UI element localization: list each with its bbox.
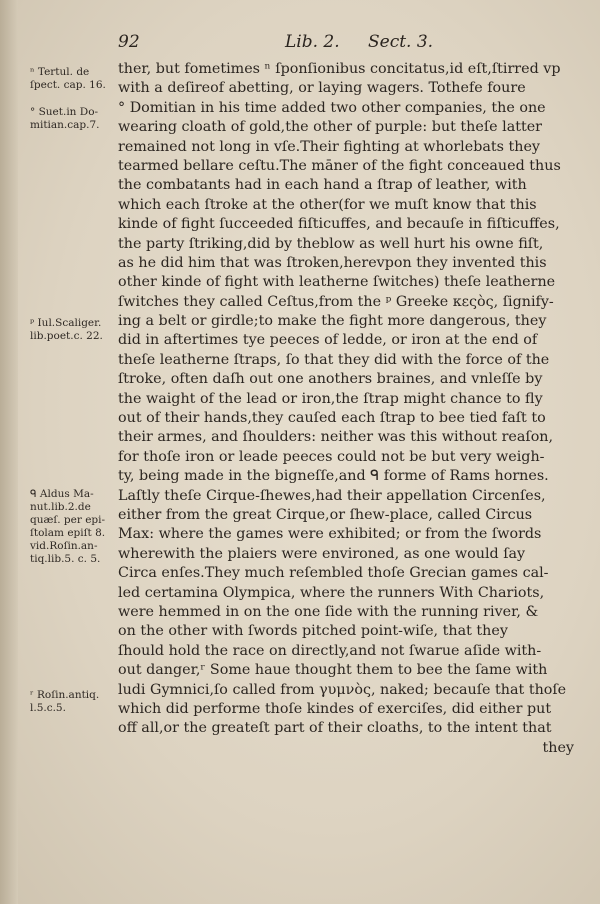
- text-line: ſwitches they called Ceſtus,from the ᵖ Greeke κεςὸς, ſignify-: [118, 293, 554, 310]
- text-line: ther, but fometimes ⁿ ſponſionibus concitatus,id eſt,ſtirred vp: [118, 61, 561, 77]
- running-header: [0, 32, 600, 56]
- text-line: kinde of fight ſucceeded fiſticuffes, and becauſe in fiſticuffes,: [118, 216, 560, 233]
- margin-note: [30, 689, 122, 715]
- margin-note-line: ſtolam epiſt 8.: [30, 527, 106, 539]
- margin-note: [30, 317, 122, 343]
- margin-note-line: ᑫ Aldus Ma-: [30, 488, 94, 500]
- text-line: wearing cloath of gold,the other of purple: but theſe latter: [118, 119, 542, 136]
- header-lib: Lib. 2.: [285, 32, 340, 52]
- text-line: ludi Gymnici,ſo called from γυμνὸς, naked; becauſe that thoſe: [118, 681, 567, 698]
- text-line: wherewith the plaiers were environed, as one would ſay: [118, 545, 526, 562]
- text-line: the waight of the lead or iron,the ſtrap might chance to fly: [118, 390, 543, 407]
- margin-note: [30, 66, 122, 92]
- text-line: tearmed bellare ceſtu.The māner of the fight conceaued thus: [118, 157, 561, 174]
- margin-note-line: nut.lib.2.de: [30, 501, 91, 513]
- catchword: they: [542, 739, 574, 756]
- text-line: on the other with ſwords pitched point-wiſe, that they: [118, 623, 508, 640]
- margin-note: [30, 488, 122, 566]
- text-line: other kinde of fight with leatherne ſwitches) theſe leatherne: [118, 274, 556, 291]
- text-line: Max: where the games were exhibited; or from the ſwords: [118, 526, 542, 543]
- text-line: out of their hands,they cauſed each ſtrap to bee tied faſt to: [118, 410, 546, 427]
- text-line: led certamina Olympica, where the runners With Chariots,: [118, 584, 545, 601]
- text-line: with a deſireof abetting, or laying wagers. Tothefe foure: [118, 80, 526, 97]
- text-line: Laſtly theſe Cirque-ſhewes,had their appellation Circenſes,: [118, 487, 546, 504]
- margin-note-line: ſpect. cap. 16.: [30, 79, 106, 91]
- text-line: theſe leatherne ſtraps, ſo that they did with the force of the: [118, 351, 550, 368]
- text-line: off all,or the greateſt part of their cloaths, to the intent that: [118, 720, 552, 737]
- text-line: as he did him that was ſtroken,herevpon they invented this: [118, 254, 547, 271]
- margin-note-line: ᵖ Iul.Scaliger.: [30, 317, 102, 329]
- text-line: which did performe thoſe kindes of exerciſes, did either put: [118, 700, 552, 717]
- margin-note-line: mitian.cap.7.: [30, 119, 100, 131]
- text-line: ty, being made in the bigneſſe,and ᑫ forme of Rams hornes.: [118, 468, 549, 485]
- text-line: for thoſe iron or leade peeces could not be but very weigh-: [118, 448, 545, 465]
- text-line: the party ſtriking,did by theblow as well hurt his owne fiſt,: [118, 235, 544, 252]
- margin-note-line: l.5.c.5.: [30, 702, 66, 714]
- margin-note-line: ° Suet.in Do-: [30, 106, 99, 118]
- margin-note-line: vid.Roſin.an-: [30, 540, 98, 552]
- text-line: remained not long in vſe.Their fighting at whorlebats they: [118, 138, 541, 155]
- text-line: were hemmed in on the one ſide with the running river, &: [118, 603, 539, 620]
- text-line: out danger,ʳ Some haue thought them to bee the ſame with: [118, 662, 548, 679]
- text-line: ſhould hold the race on directly,and not ſwarue aſide with-: [118, 642, 542, 659]
- header-sect: Sect. 3.: [368, 32, 434, 52]
- margin-note-line: lib.poet.c. 22.: [30, 330, 103, 342]
- page-gutter-shadow: [0, 0, 18, 904]
- text-line: their armes, and ſhoulders: neither was this without reaſon,: [118, 429, 554, 446]
- text-line: ſtroke, often daſh out one anothers braines, and vnleſſe by: [118, 371, 543, 388]
- margin-note-line: ʳ Roſin.antiq.: [30, 689, 100, 701]
- margin-note-line: quæſ. per epi-: [30, 514, 106, 526]
- page-number: 92: [118, 32, 140, 52]
- text-line: either from the great Cirque,or ſhew-place, called Circus: [118, 506, 533, 523]
- text-line: Circa enſes.They much reſembled thoſe Grecian games cal-: [118, 565, 549, 582]
- text-line: did in aftertimes tye peeces of ledde, or iron at the end of: [118, 332, 538, 349]
- text-line: which each ſtroke at the other(for we muſt know that this: [118, 196, 537, 213]
- margin-note-line: tiq.lib.5. c. 5.: [30, 553, 101, 565]
- text-line: ° Domitian in his time added two other companies, the one: [118, 99, 546, 116]
- margin-note-line: ⁿ Tertul. de: [30, 66, 90, 78]
- margin-note: [30, 106, 122, 132]
- main-text: [118, 60, 578, 758]
- text-line: the combatants had in each hand a ſtrap of leather, with: [118, 177, 527, 194]
- text-line: ing a belt or girdle;to make the fight more dangerous, they: [118, 313, 547, 330]
